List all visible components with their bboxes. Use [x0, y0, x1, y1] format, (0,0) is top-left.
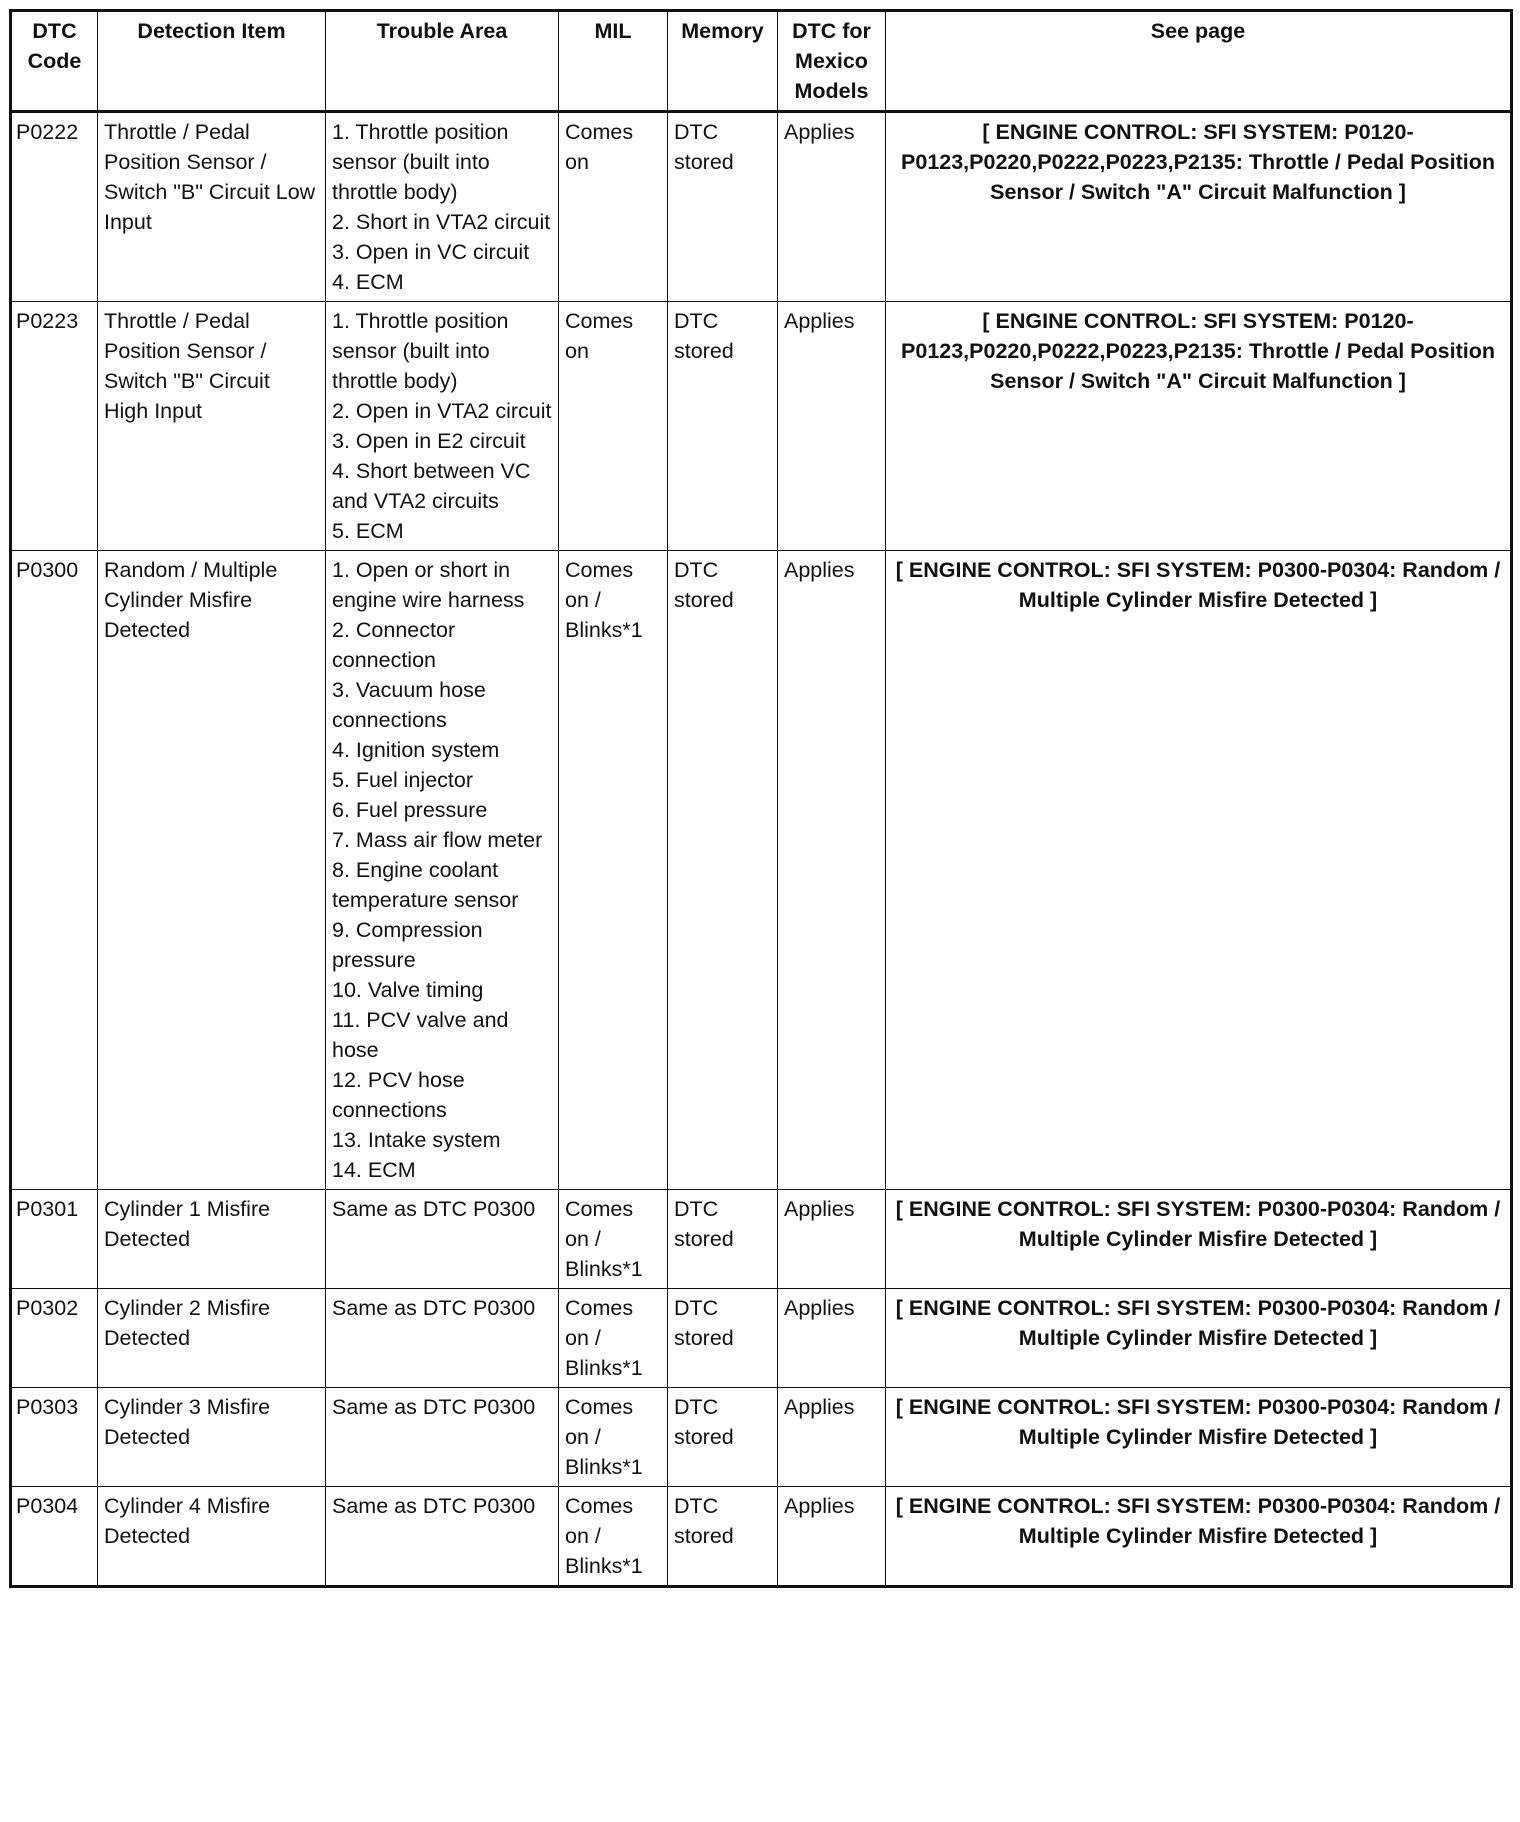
dtc-code: P0300 [11, 551, 98, 1190]
mil-status: Comes on / Blinks*1 [559, 1190, 668, 1289]
mexico-applies: Applies [778, 1289, 886, 1388]
header-dtc-code [11, 11, 98, 112]
memory-status: DTC stored [668, 1388, 778, 1487]
trouble-area-item: Same as DTC P0300 [332, 1395, 536, 1419]
trouble-area-item: 6. Fuel pressure [332, 798, 488, 822]
mexico-applies: Applies [778, 1388, 886, 1487]
trouble-area-item: 11. PCV valve and hose [332, 1008, 509, 1062]
header-line: Mexico [795, 49, 868, 73]
memory-status: DTC stored [668, 302, 778, 551]
trouble-area-item: Same as DTC P0300 [332, 1494, 536, 1518]
trouble-area-item: 1. Throttle position sensor (built into throttle body) [332, 120, 509, 204]
table-row [11, 1388, 1512, 1487]
mil-status: Comes on [559, 302, 668, 551]
trouble-area [326, 1388, 559, 1487]
table-row [11, 1190, 1512, 1289]
trouble-area-item: 4. ECM [332, 270, 404, 294]
trouble-area-item: 14. ECM [332, 1158, 416, 1182]
mil-status: Comes on / Blinks*1 [559, 1388, 668, 1487]
see-page-link[interactable]: [ ENGINE CONTROL: SFI SYSTEM: P0300-P0304: Random / Multiple Cylinder Misfire Detected ] [886, 1190, 1512, 1289]
trouble-area-item: 4. Short between VC and VTA2 circuits [332, 459, 531, 513]
mexico-applies: Applies [778, 1487, 886, 1587]
table-row [11, 302, 1512, 551]
mil-status: Comes on [559, 112, 668, 302]
header-line: Models [794, 79, 869, 103]
memory-status: DTC stored [668, 1487, 778, 1587]
header-row [11, 11, 1512, 112]
see-page-link[interactable]: [ ENGINE CONTROL: SFI SYSTEM: P0300-P0304: Random / Multiple Cylinder Misfire Detected ] [886, 1487, 1512, 1587]
trouble-area-item: 2. Short in VTA2 circuit [332, 210, 551, 234]
table-row [11, 1289, 1512, 1388]
mexico-applies: Applies [778, 551, 886, 1190]
mil-status: Comes on / Blinks*1 [559, 1487, 668, 1587]
see-page-link[interactable]: [ ENGINE CONTROL: SFI SYSTEM: P0300-P0304: Random / Multiple Cylinder Misfire Detected ] [886, 551, 1512, 1190]
mil-status: Comes on / Blinks*1 [559, 551, 668, 1190]
header-mexico [778, 11, 886, 112]
trouble-area-item: 1. Throttle position sensor (built into throttle body) [332, 309, 509, 393]
memory-status: DTC stored [668, 112, 778, 302]
trouble-area-item: 12. PCV hose connections [332, 1068, 465, 1122]
dtc-table [9, 9, 1513, 1588]
trouble-area-item: Same as DTC P0300 [332, 1197, 536, 1221]
dtc-code: P0303 [11, 1388, 98, 1487]
dtc-code: P0223 [11, 302, 98, 551]
mexico-applies: Applies [778, 1190, 886, 1289]
header-line: DTC [32, 19, 77, 43]
table-row [11, 551, 1512, 1190]
detection-item: Cylinder 4 Misfire Detected [98, 1487, 326, 1587]
trouble-area-item: Same as DTC P0300 [332, 1296, 536, 1320]
header-memory: Memory [668, 11, 778, 112]
trouble-area-item: 1. Open or short in engine wire harness [332, 558, 525, 612]
trouble-area-item: 5. Fuel injector [332, 768, 474, 792]
header-mil: MIL [559, 11, 668, 112]
see-page-link[interactable]: [ ENGINE CONTROL: SFI SYSTEM: P0300-P0304: Random / Multiple Cylinder Misfire Detected ] [886, 1388, 1512, 1487]
table-row [11, 112, 1512, 302]
detection-item: Cylinder 2 Misfire Detected [98, 1289, 326, 1388]
trouble-area-item: 9. Compression pressure [332, 918, 483, 972]
trouble-area-item: 2. Connector connection [332, 618, 456, 672]
table-row [11, 1487, 1512, 1587]
trouble-area-item: 3. Open in VC circuit [332, 240, 530, 264]
header-line: Code [27, 49, 82, 73]
dtc-code: P0222 [11, 112, 98, 302]
trouble-area-item: 7. Mass air flow meter [332, 828, 543, 852]
header-see-page: See page [886, 11, 1512, 112]
detection-item: Throttle / Pedal Position Sensor / Switch "B" Circuit Low Input [98, 112, 326, 302]
trouble-area-item: 8. Engine coolant temperature sensor [332, 858, 519, 912]
mexico-applies: Applies [778, 302, 886, 551]
see-page-link[interactable]: [ ENGINE CONTROL: SFI SYSTEM: P0120-P0123,P0220,P0222,P0223,P2135: Throttle / Pedal Position Sensor / Switch "A" Circuit Malfunction ] [886, 112, 1512, 302]
detection-item: Random / Multiple Cylinder Misfire Detected [98, 551, 326, 1190]
trouble-area [326, 1190, 559, 1289]
trouble-area-item: 2. Open in VTA2 circuit [332, 399, 552, 423]
trouble-area [326, 1487, 559, 1587]
trouble-area-item: 13. Intake system [332, 1128, 501, 1152]
detection-item: Throttle / Pedal Position Sensor / Switch "B" Circuit High Input [98, 302, 326, 551]
header-line: DTC for [792, 19, 871, 43]
trouble-area [326, 1289, 559, 1388]
see-page-link[interactable]: [ ENGINE CONTROL: SFI SYSTEM: P0120-P0123,P0220,P0222,P0223,P2135: Throttle / Pedal Position Sensor / Switch "A" Circuit Malfunction ] [886, 302, 1512, 551]
trouble-area [326, 302, 559, 551]
mil-status: Comes on / Blinks*1 [559, 1289, 668, 1388]
dtc-code: P0304 [11, 1487, 98, 1587]
trouble-area [326, 112, 559, 302]
see-page-link[interactable]: [ ENGINE CONTROL: SFI SYSTEM: P0300-P0304: Random / Multiple Cylinder Misfire Detected ] [886, 1289, 1512, 1388]
header-detection-item: Detection Item [98, 11, 326, 112]
trouble-area-item: 5. ECM [332, 519, 404, 543]
trouble-area-item: 4. Ignition system [332, 738, 500, 762]
dtc-code: P0302 [11, 1289, 98, 1388]
mexico-applies: Applies [778, 112, 886, 302]
dtc-code: P0301 [11, 1190, 98, 1289]
trouble-area-item: 10. Valve timing [332, 978, 484, 1002]
header-trouble-area: Trouble Area [326, 11, 559, 112]
trouble-area-item: 3. Open in E2 circuit [332, 429, 526, 453]
trouble-area-item: 3. Vacuum hose connections [332, 678, 486, 732]
memory-status: DTC stored [668, 1289, 778, 1388]
memory-status: DTC stored [668, 1190, 778, 1289]
memory-status: DTC stored [668, 551, 778, 1190]
trouble-area [326, 551, 559, 1190]
detection-item: Cylinder 1 Misfire Detected [98, 1190, 326, 1289]
detection-item: Cylinder 3 Misfire Detected [98, 1388, 326, 1487]
